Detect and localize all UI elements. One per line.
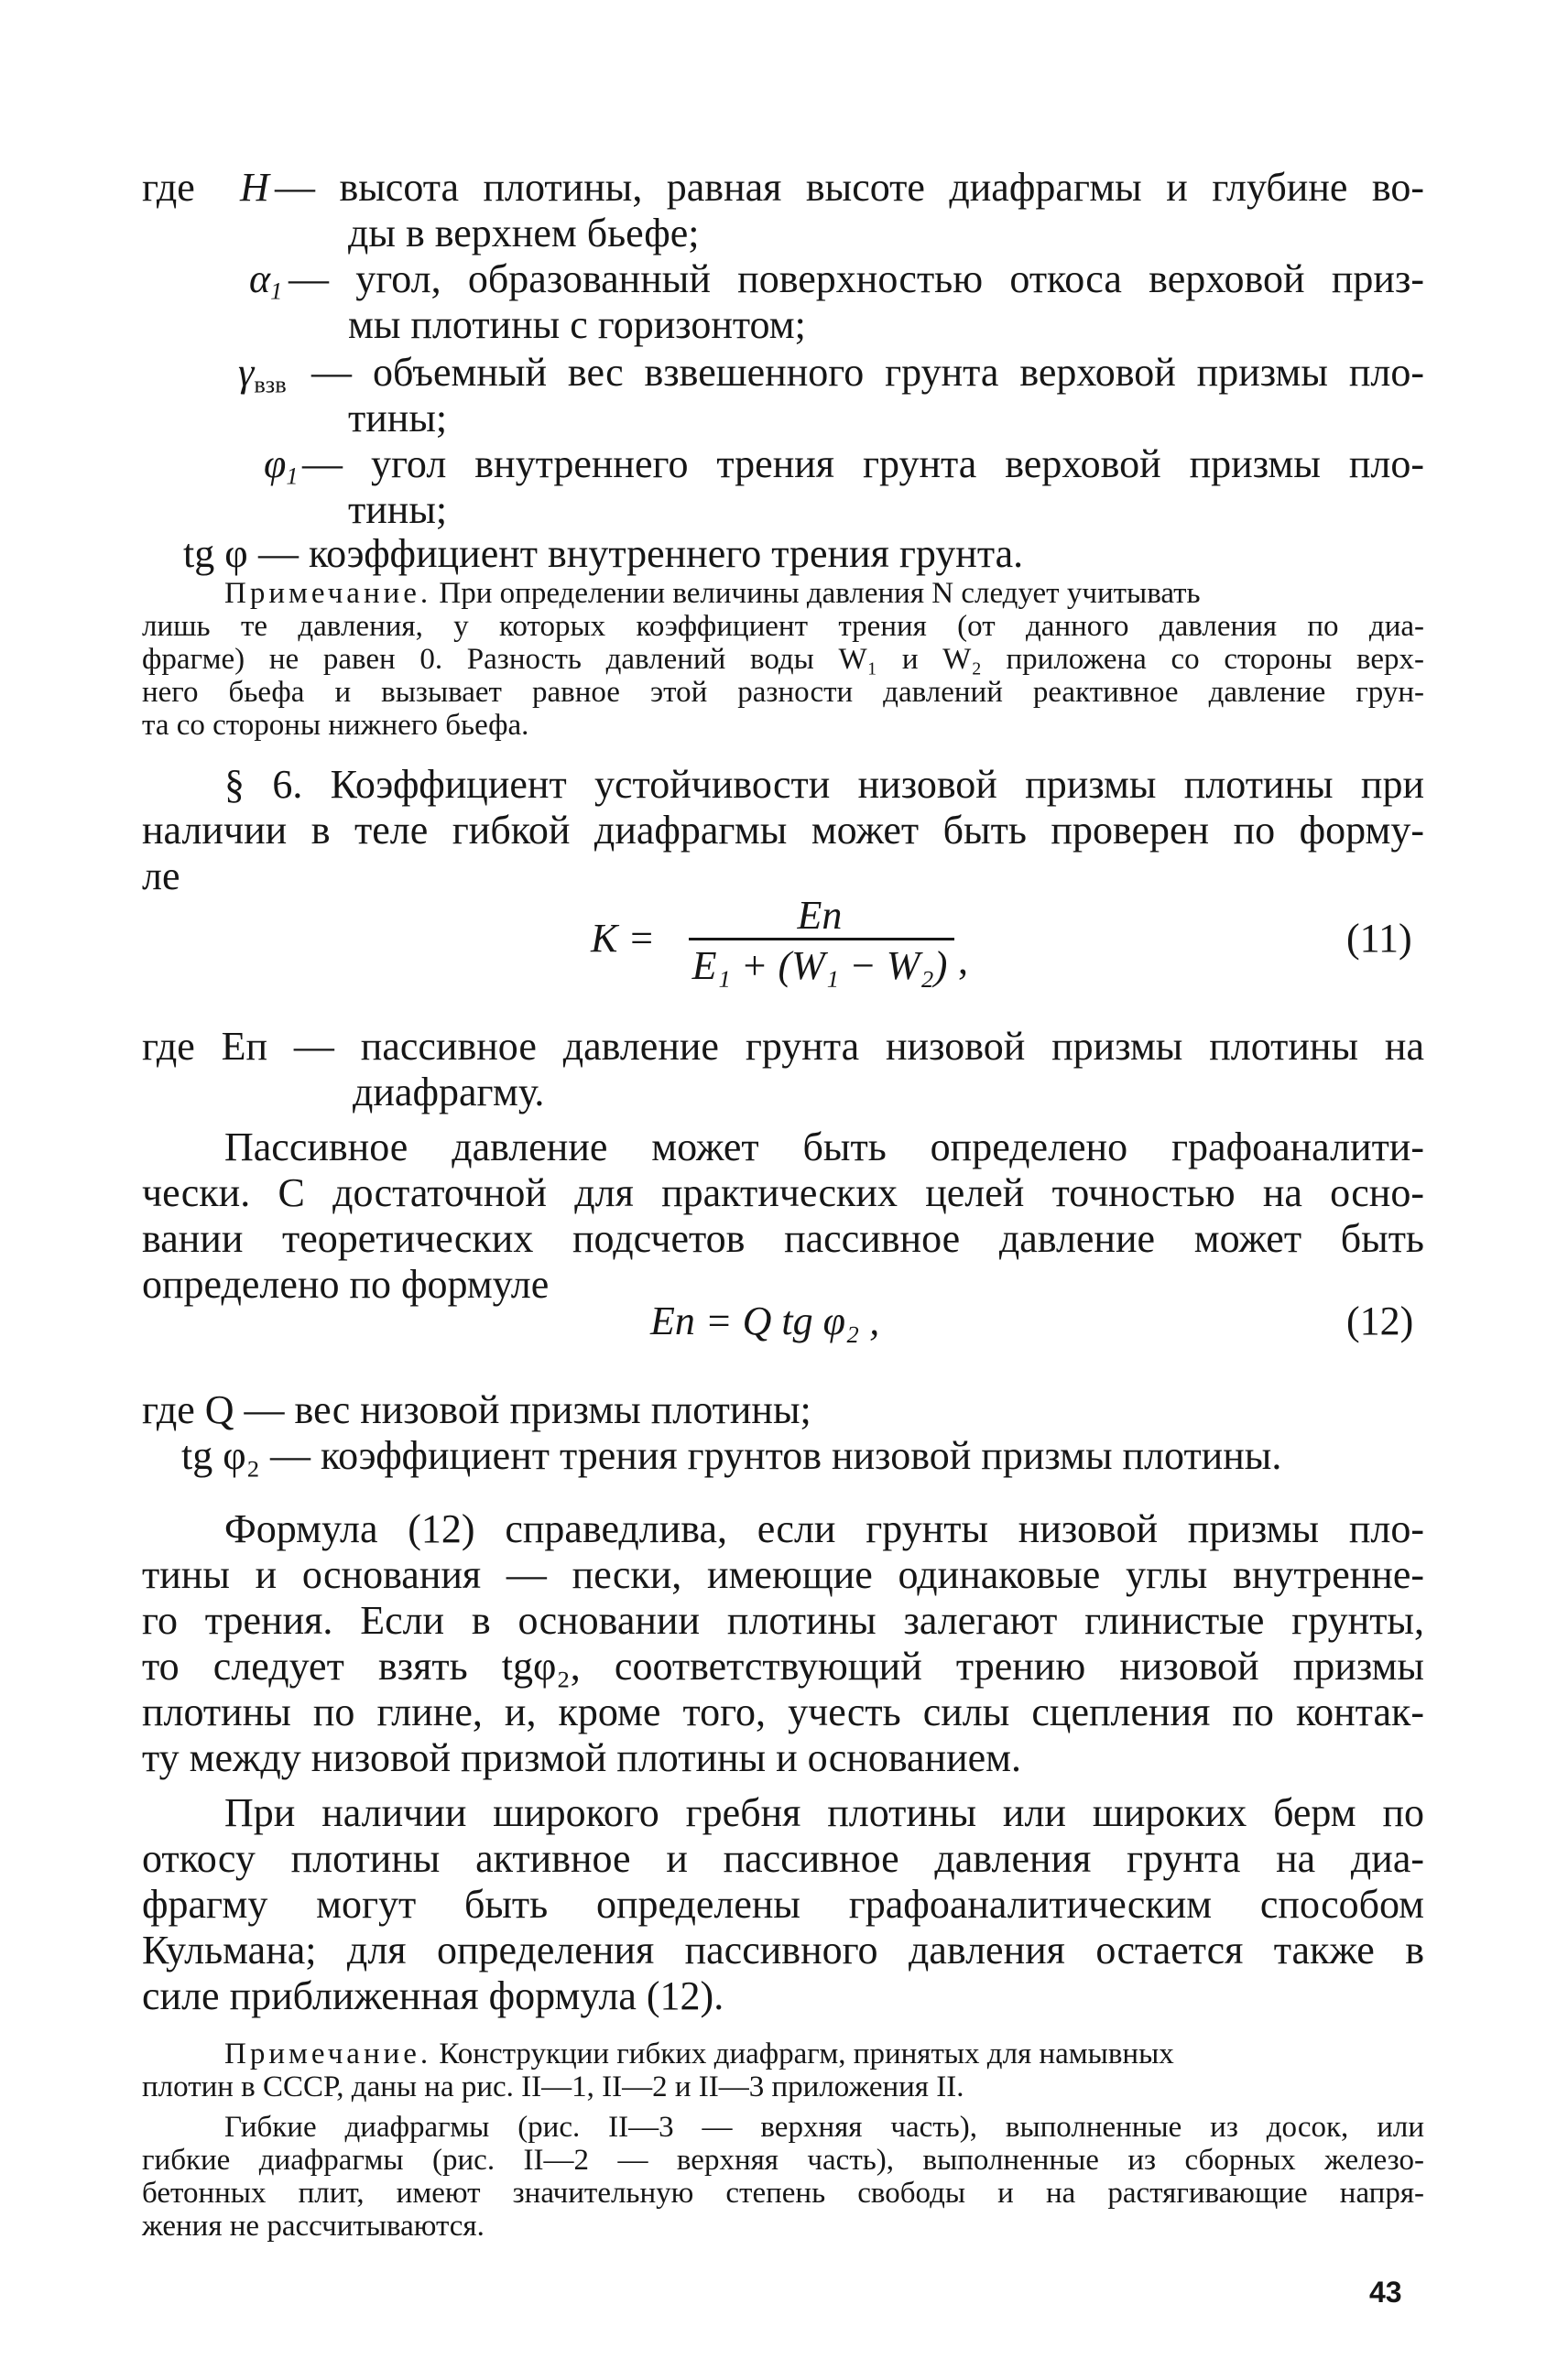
note1-line1: Примечание. При определении величины давления N следует учитывать	[224, 577, 1201, 610]
defs1-intro: где	[142, 165, 195, 210]
note1-line5: та со стороны нижнего бьефа.	[142, 709, 529, 742]
note3-line1: Гибкие диафрагмы (рис. II—3 — верхняя часть), выполненные из досок, или	[224, 2111, 1424, 2144]
defs2-line1: где Eп — пассивное давление грунта низовой призмы плотины на	[142, 1024, 1424, 1069]
formula12-expression: Eп = Q tg φ₂ ,	[650, 1299, 880, 1343]
para-formula12-line2: тины и основания — пески, имеющие одинаковые углы внутренне-	[142, 1552, 1424, 1597]
formula12-number: (12)	[1346, 1299, 1414, 1343]
para-formula12-line3: го трения. Если в основании плотины залегают глинистые грунты,	[142, 1598, 1424, 1643]
symbol-alpha1: $\alpha_1$	[249, 256, 283, 305]
section6-line2: наличии в теле гибкой диафрагмы может быть проверен по форму-	[142, 808, 1424, 853]
formula11-lhs: K =	[591, 916, 656, 961]
section6-line1: § 6. Коэффициент устойчивости низовой призмы плотины при	[224, 762, 1424, 807]
para-crest-line2: откосу плотины активное и пассивное давления грунта на диа-	[142, 1836, 1424, 1881]
para-passive-line3: вании теоретических подсчетов пассивное давление может быть	[142, 1216, 1424, 1261]
para-passive-line1: Пассивное давление может быть определено графоаналити-	[224, 1125, 1424, 1169]
para-formula12-line1: Формула (12) справедлива, если грунты низовой призмы пло-	[224, 1506, 1424, 1551]
note3-line4: жения не рассчитываются.	[142, 2210, 485, 2243]
formula11-denominator: E₁ + (W₁ − W₂)	[691, 943, 948, 988]
para-formula12-line6: ту между низовой призмой плотины и основанием.	[142, 1735, 1022, 1780]
note1-line4: него бьефа и вызывает равное этой разности давлений реактивное давление грун-	[142, 676, 1424, 709]
symbol-h: H	[240, 165, 269, 210]
formula11-fraction-bar	[689, 938, 954, 940]
note2-line2: плотин в СССР, даны на рис. II—1, II—2 и II—3 приложения II.	[142, 2070, 964, 2103]
para-formula12-line5: плотины по глине, и, кроме того, учесть силы сцепления по контак-	[142, 1690, 1424, 1734]
symbol-gamma: $\gamma_{взв}$	[238, 350, 287, 398]
para-crest-line5: силе приближенная формула (12).	[142, 1973, 724, 2018]
def-gamma-line2: тины;	[348, 396, 448, 440]
formula11-comma: ,	[958, 938, 968, 983]
def-alpha1-line2: мы плотины с горизонтом;	[348, 302, 806, 347]
def-h-line2: ды в верхнем бьефе;	[348, 211, 700, 255]
note1-line3: фрагме) не равен 0. Разность давлений воды W₁ и W₂ приложена со стороны верх-	[142, 643, 1424, 676]
para-crest-line4: Кульмана; для определения пассивного давления остается также в	[142, 1928, 1424, 1972]
defs3-line1: где Q — вес низовой призмы плотины;	[142, 1387, 811, 1432]
note2-line1: Примечание. Конструкции гибких диафрагм, принятых для намывных	[224, 2038, 1174, 2070]
def-h-line1: — высота плотины, равная высоте диафрагмы и глубине во-	[275, 165, 1424, 210]
symbol-tg-phi: tg φ	[183, 531, 248, 576]
section6-line3: ле	[142, 853, 180, 898]
def-alpha1-line1: — угол, образованный поверхностью откоса верховой приз-	[289, 256, 1424, 301]
para-crest-line1: При наличии широкого гребня плотины или широких берм по	[224, 1790, 1424, 1835]
para-crest-line3: фрагму могут быть определены графоаналитическим способом	[142, 1882, 1424, 1927]
defs2-line2: диафрагму.	[353, 1070, 545, 1114]
def-tg-phi: — коэффициент внутреннего трения грунта.	[258, 531, 1024, 576]
para-formula12-line4: то следует взять tgφ₂, соответствующий трению низовой призмы	[142, 1644, 1424, 1689]
para-passive-line4: определено по формуле	[142, 1262, 550, 1307]
def-phi1-line2: тины;	[348, 487, 448, 532]
symbol-phi1: $\varphi_1$	[264, 441, 299, 490]
note3-line3: бетонных плит, имеют значительную степень свободы и на растягивающие напря-	[142, 2177, 1424, 2210]
def-gamma-line1: — объемный вес взвешенного грунта верховой призмы пло-	[311, 350, 1424, 395]
defs3-line2: tg φ₂ — коэффициент трения грунтов низовой призмы плотины.	[181, 1433, 1282, 1478]
formula11-numerator: Eп	[797, 893, 843, 938]
note1-line2: лишь те давления, у которых коэффициент трения (от данного давления по диа-	[142, 610, 1424, 643]
def-phi1-line1: — угол внутреннего трения грунта верховой призмы пло-	[302, 441, 1425, 486]
para-passive-line2: чески. С достаточной для практических целей точностью на осно-	[142, 1170, 1424, 1215]
formula11-number: (11)	[1346, 916, 1412, 961]
note3-line2: гибкие диафрагмы (рис. II—2 — верхняя часть), выполненные из сборных железо-	[142, 2144, 1424, 2177]
page-number: 43	[1369, 2276, 1402, 2309]
